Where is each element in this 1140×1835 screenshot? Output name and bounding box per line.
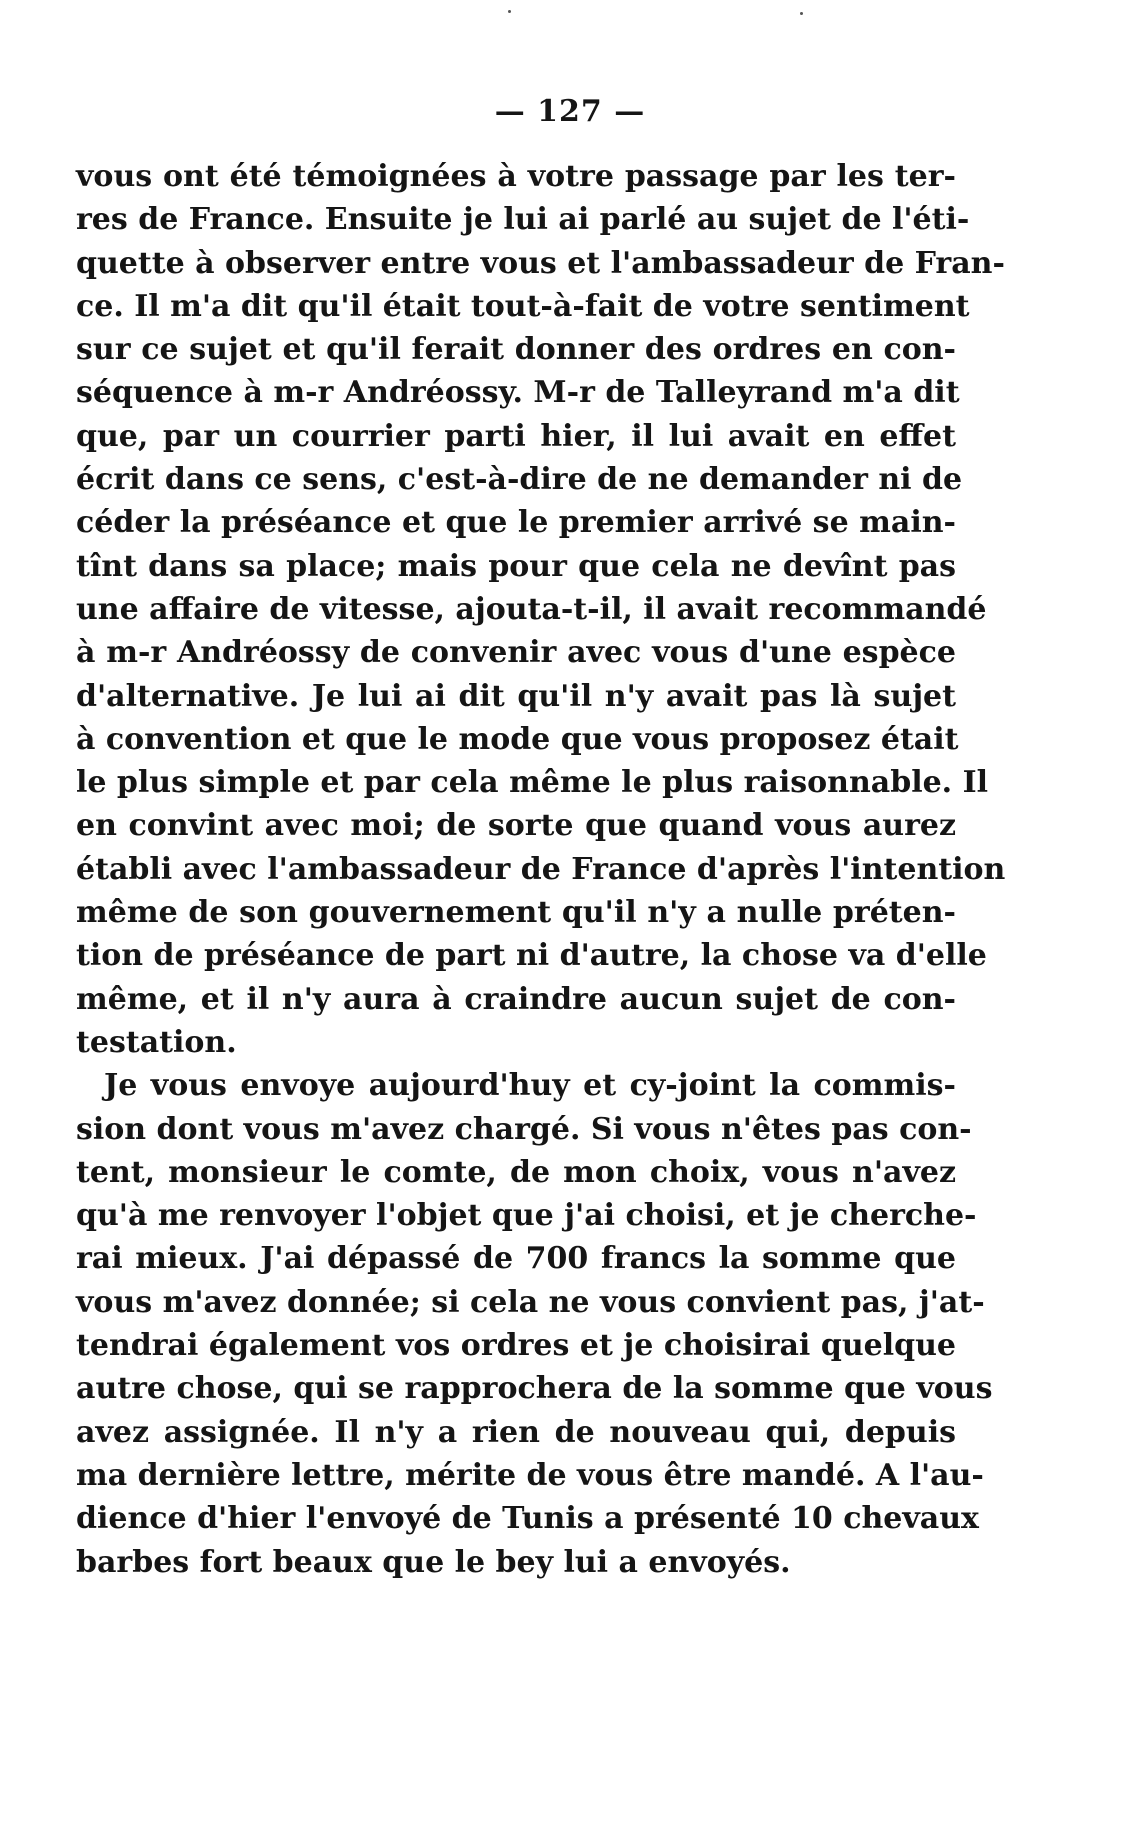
text-line: avez assignée. Il n'y a rien de nouveau qui, depuis [76, 1414, 956, 1450]
text-line: vous m'avez donnée; si cela ne vous convient pas, j'at- [76, 1284, 985, 1320]
text-line: qu'à me renvoyer l'objet que j'ai choisi, et je cherche- [76, 1198, 977, 1234]
text-line: tînt dans sa place; mais pour que cela ne devînt pas [76, 548, 956, 584]
page-number: — 127 — [494, 94, 646, 129]
text-line: res de France. Ensuite je lui ai parlé au sujet de l'éti- [76, 202, 970, 238]
text-line: rai mieux. J'ai dépassé de 700 francs la somme que [76, 1241, 956, 1277]
text-line: que, par un courrier parti hier, il lui avait en effet [76, 418, 956, 454]
text-line: ce. Il m'a dit qu'il était tout-à-fait de votre sentiment [76, 288, 970, 324]
text-line: même, et il n'y aura à craindre aucun sujet de con- [76, 981, 956, 1017]
text-line: tent, monsieur le comte, de mon choix, vous n'avez [76, 1154, 956, 1190]
text-line: d'alternative. Je lui ai dit qu'il n'y avait pas là sujet [76, 678, 956, 714]
text-line: barbes fort beaux que le bey lui a envoyés. [76, 1544, 791, 1580]
text-line: sur ce sujet et qu'il ferait donner des ordres en con- [76, 332, 956, 368]
text-line: séquence à m-r Andréossy. M-r de Talleyrand m'a dit [76, 375, 960, 411]
text-line: à m-r Andréossy de convenir avec vous d'une espèce [76, 635, 956, 671]
print-speck [508, 10, 511, 13]
text-line: établi avec l'ambassadeur de France d'après l'intention [76, 851, 1006, 887]
text-line: vous ont été témoignées à votre passage par les ter- [76, 159, 956, 194]
text-line: autre chose, qui se rapprochera de la somme que vous [76, 1371, 993, 1407]
text-line: le plus simple et par cela même le plus raisonnable. Il [76, 765, 988, 801]
text-line: testation. [76, 1024, 237, 1060]
text-line: tendrai également vos ordres et je choisirai quelque [76, 1328, 956, 1364]
text-line: une affaire de vitesse, ajouta-t-il, il avait recommandé [76, 591, 987, 627]
text-line: quette à observer entre vous et l'ambassadeur de Fran- [76, 245, 1005, 281]
paragraph-1 [76, 155, 1006, 1064]
text-line: en convint avec moi; de sorte que quand vous aurez [76, 808, 956, 844]
text-line: écrit dans ce sens, c'est-à-dire de ne demander ni de [76, 462, 963, 498]
text-line: même de son gouvernement qu'il n'y a nulle préten- [76, 895, 956, 931]
text-line: dience d'hier l'envoyé de Tunis a présenté 10 chevaux [76, 1501, 979, 1537]
text-line: céder la préséance et que le premier arrivé se main- [76, 505, 956, 541]
text-line: sion dont vous m'avez chargé. Si vous n'êtes pas con- [76, 1111, 972, 1147]
text-line: Je vous envoye aujourd'huy et cy-joint la commis- [104, 1068, 956, 1104]
text-line: ma dernière lettre, mérite de vous être mandé. A l'au- [76, 1457, 984, 1493]
text-line: tion de préséance de part ni d'autre, la chose va d'elle [76, 938, 987, 974]
print-speck [800, 12, 803, 15]
paragraph-2 [76, 1064, 993, 1584]
text-line: à convention et que le mode que vous proposez était [76, 721, 959, 757]
body-text [76, 155, 1006, 1584]
